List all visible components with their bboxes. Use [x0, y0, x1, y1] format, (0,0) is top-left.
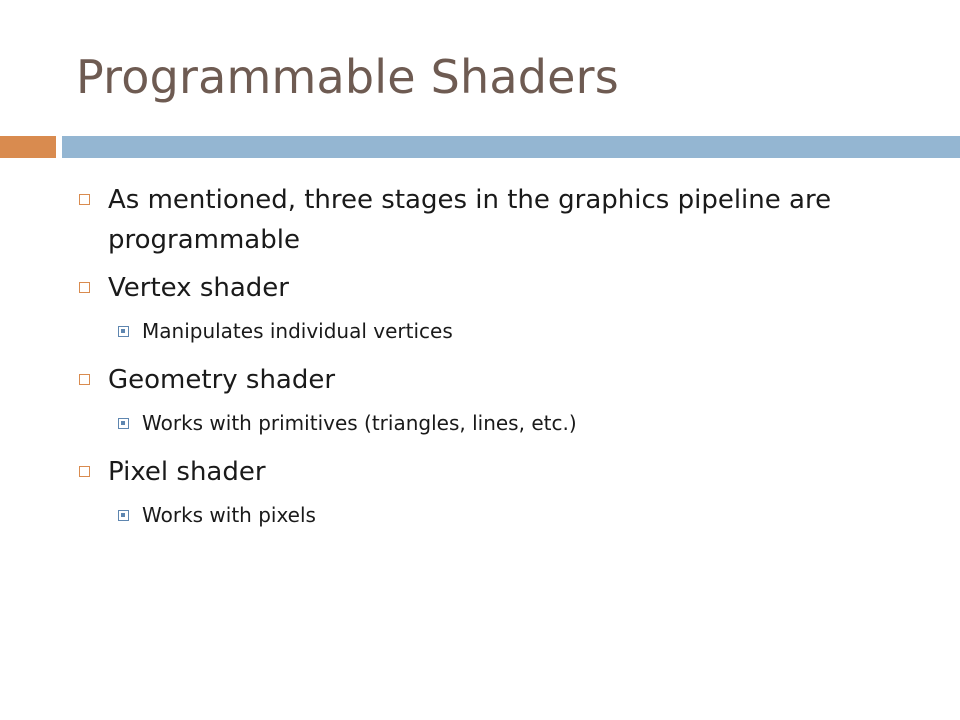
sub-bullet-text: Works with primitives (triangles, lines, etc.) — [142, 411, 577, 435]
square-bullet-icon — [79, 466, 90, 477]
square-bullet-icon — [79, 374, 90, 385]
sub-bullet-text: Manipulates individual vertices — [142, 319, 453, 343]
slide-title: Programmable Shaders — [76, 50, 619, 104]
filled-square-bullet-icon — [118, 326, 129, 337]
bullet-item — [76, 452, 936, 492]
bullet-list — [76, 180, 936, 544]
bullet-text: Geometry shader — [108, 365, 336, 395]
square-bullet-icon — [79, 282, 90, 293]
sub-bullet-item — [76, 408, 936, 438]
sub-bullet-item — [76, 316, 936, 346]
filled-square-bullet-icon — [118, 510, 129, 521]
bullet-text: Pixel shader — [108, 457, 266, 487]
title-rule-blue — [62, 136, 960, 158]
bullet-text: As mentioned, three stages in the graphics pipeline are programmable — [108, 185, 832, 255]
sub-bullet-text: Works with pixels — [142, 503, 316, 527]
bullet-item — [76, 268, 936, 308]
sub-bullet-item — [76, 500, 936, 530]
bullet-text: Vertex shader — [108, 273, 289, 303]
bullet-item — [76, 360, 936, 400]
square-bullet-icon — [79, 194, 90, 205]
bullet-item — [76, 180, 936, 260]
title-rule-orange — [0, 136, 56, 158]
filled-square-bullet-icon — [118, 418, 129, 429]
